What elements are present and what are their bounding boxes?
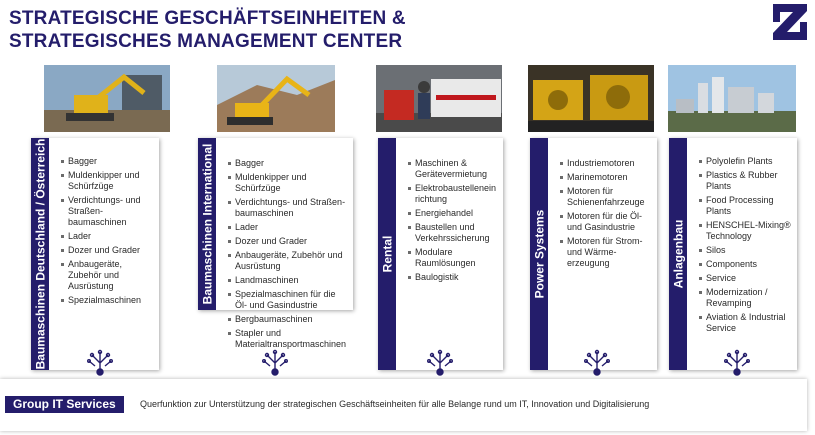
list-item: Aviation & Industrial Service (699, 312, 793, 334)
unit-band (669, 138, 687, 370)
zeppelin-z-logo-icon (771, 2, 809, 42)
list-item: Motoren für Strom- und Wärme-erzeugung (560, 236, 653, 269)
page-title (9, 7, 406, 53)
list-item: Service (699, 273, 793, 284)
list-item: Modulare Raumlösungen (408, 247, 499, 269)
list-item: Muldenkipper und Schürfzüge (228, 172, 349, 194)
network-hub-icon (583, 349, 611, 377)
network-hub-icon (261, 349, 289, 377)
unit-band (378, 138, 396, 370)
unit-band (31, 138, 49, 370)
list-item: Dozer und Grader (228, 236, 349, 247)
unit-card (378, 138, 503, 370)
list-item: Energiehandel (408, 208, 499, 219)
industrial-plant-photo (668, 65, 796, 132)
list-item: Dozer und Grader (61, 245, 155, 256)
list-item: Verdichtungs- und Straßen-baumaschinen (228, 197, 349, 219)
unit-card (198, 138, 353, 349)
unit-item-list (689, 156, 793, 337)
excavator-photo (44, 65, 170, 132)
network-hub-icon (723, 349, 751, 377)
group-it-services-description: Querfunktion zur Unterstützung der strategischen Geschäftseinheiten für alle Belange rund um IT, Innovation und Digitalisierung (140, 399, 650, 409)
unit-band (198, 138, 216, 310)
list-item: Marinemotoren (560, 172, 653, 183)
list-item: Muldenkipper und Schürfzüge (61, 170, 155, 192)
list-item: Stapler und Materialtransportmaschinen (228, 328, 349, 350)
unit-name: Power Systems (532, 209, 546, 299)
unit-card (669, 138, 797, 370)
list-item: Bagger (228, 158, 349, 169)
unit-card (530, 138, 657, 370)
group-it-services-label: Group IT Services (5, 396, 124, 413)
list-item: Plastics & Rubber Plants (699, 170, 793, 192)
list-item: Food Processing Plants (699, 195, 793, 217)
list-item: Polyolefin Plants (699, 156, 793, 167)
network-hub-icon (86, 349, 114, 377)
list-item: Modernization / Revamping (699, 287, 793, 309)
title-line-1: STRATEGISCHE GESCHÄFTSEINHEITEN & (9, 8, 406, 29)
list-item: Components (699, 259, 793, 270)
list-item: Landmaschinen (228, 275, 349, 286)
list-item: Spezialmaschinen (61, 295, 155, 306)
group-it-services-bar (0, 379, 807, 431)
unit-band (530, 138, 548, 370)
list-item: Elektrobaustellenein richtung (408, 183, 499, 205)
list-item: Silos (699, 245, 793, 256)
list-item: Anbaugeräte, Zubehör und Ausrüstung (228, 250, 349, 272)
list-item: Bagger (61, 156, 155, 167)
network-hub-icon (426, 349, 454, 377)
list-item: Maschinen & Gerätevermietung (408, 158, 499, 180)
list-item: Verdichtungs- und Straßen-baumaschinen (61, 195, 155, 228)
list-item: Bergbaumaschinen (228, 314, 349, 325)
list-item: Baulogistik (408, 272, 499, 283)
unit-name: Baumaschinen International (200, 143, 215, 305)
unit-name: Anlagenbau (671, 219, 686, 289)
unit-item-list (550, 158, 653, 272)
unit-item-list (398, 158, 499, 286)
list-item: Anbaugeräte, Zubehör und Ausrüstung (61, 259, 155, 292)
list-item: Industriemotoren (560, 158, 653, 169)
list-item: Lader (61, 231, 155, 242)
unit-name: Baumaschinen Deutschland / Österreich (33, 138, 47, 370)
list-item: Spezialmaschinen für die Öl- und Gasindustrie (228, 289, 349, 311)
excavator-quarry-photo (217, 65, 335, 132)
list-item: Baustellen und Verkehrssicherung (408, 222, 499, 244)
unit-item-list (218, 158, 349, 353)
list-item: HENSCHEL-Mixing® Technology (699, 220, 793, 242)
engines-photo (528, 65, 654, 132)
unit-card (31, 138, 159, 370)
unit-item-list (51, 156, 155, 309)
rental-van-photo (376, 65, 502, 132)
list-item: Motoren für die Öl- und Gasindustrie (560, 211, 653, 233)
unit-name: Rental (380, 235, 394, 273)
list-item: Motoren für Schienenfahrzeuge (560, 186, 653, 208)
list-item: Lader (228, 222, 349, 233)
title-line-2: STRATEGISCHES MANAGEMENT CENTER (9, 31, 403, 52)
